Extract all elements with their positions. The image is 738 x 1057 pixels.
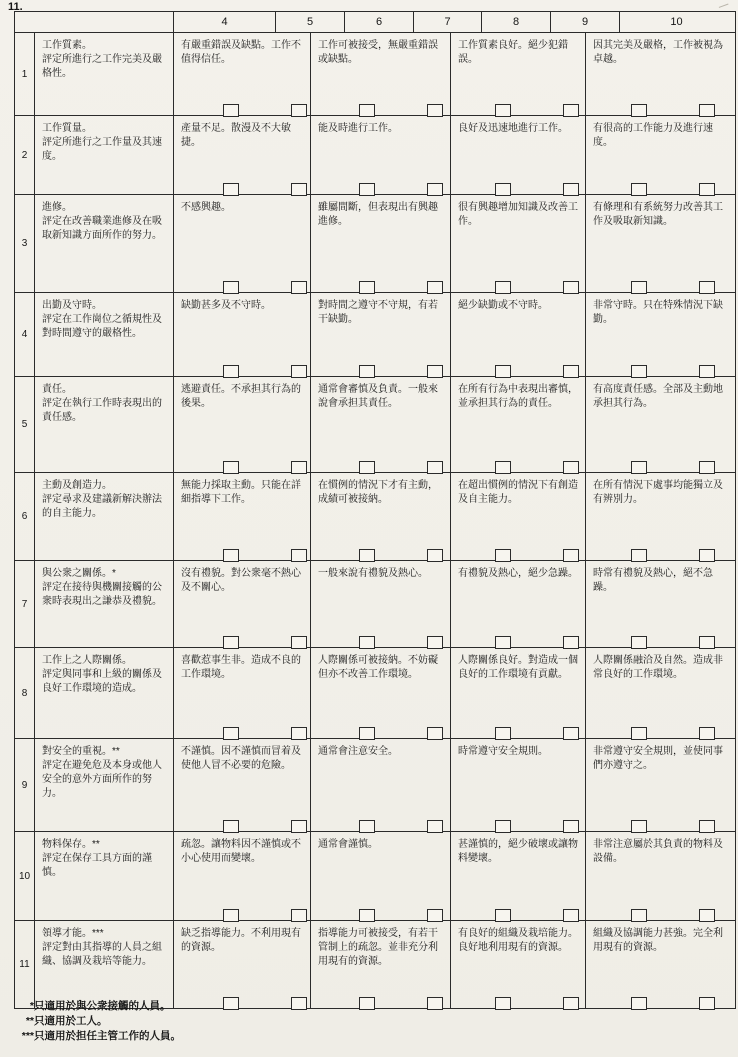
rating-desc-8-9: 工作質素良好。絕少犯錯誤。 xyxy=(451,33,586,115)
rating-desc-10: 組織及協調能力甚強。完全利用現有的資源。 xyxy=(593,928,723,953)
rating-checkbox[interactable] xyxy=(291,365,307,378)
rating-desc-10: 有高度責任感。全部及主動地承担其行為。 xyxy=(593,384,723,409)
checkbox-strip xyxy=(174,818,733,833)
rating-desc-4-5: 逃避責任。不承担其行為的後果。 xyxy=(174,377,311,472)
criterion-cell xyxy=(35,473,174,560)
table-row xyxy=(15,921,735,1008)
rating-desc-10: 有條理和有系統努力改善其工作及吸取新知識。 xyxy=(593,202,723,227)
rating-checkbox[interactable] xyxy=(495,909,511,922)
criterion-desc: 評定對由其指導的人員之組織、協調及栽培等能力。 xyxy=(42,942,162,967)
rating-checkbox[interactable] xyxy=(699,727,715,740)
rating-checkbox[interactable] xyxy=(563,909,579,922)
rating-checkbox[interactable] xyxy=(291,549,307,562)
rating-checkbox[interactable] xyxy=(359,549,375,562)
rating-desc-4-5: 無能力採取主動。只能在詳細指導下工作。 xyxy=(174,473,311,560)
rating-table xyxy=(14,11,736,1009)
rating-desc-6-7: 在慣例的情況下才有主動，成績可被接納。 xyxy=(311,473,451,560)
criterion-title: 工作質素。 xyxy=(42,40,92,51)
table-row xyxy=(15,33,735,116)
rating-checkbox[interactable] xyxy=(631,183,647,196)
checkbox-strip xyxy=(174,547,733,562)
row-number: 3 xyxy=(15,195,35,292)
rating-checkbox[interactable] xyxy=(631,461,647,474)
rating-checkbox[interactable] xyxy=(291,909,307,922)
rating-checkbox[interactable] xyxy=(223,104,239,117)
criterion-desc: 評定與同事和上級的關係及良好工作環境的造成。 xyxy=(42,669,162,694)
rating-checkbox[interactable] xyxy=(427,997,443,1010)
rating-checkbox[interactable] xyxy=(291,104,307,117)
section-number: 11. xyxy=(8,1,23,13)
criterion-desc: 評定在改善職業進修及在吸取新知識方面所作的努力。 xyxy=(42,216,162,241)
rating-desc-4-5: 不感興趣。 xyxy=(174,195,311,292)
scale-header xyxy=(15,12,735,33)
rating-checkbox[interactable] xyxy=(223,183,239,196)
rating-checkbox[interactable] xyxy=(495,549,511,562)
rating-checkbox[interactable] xyxy=(291,636,307,649)
rating-checkbox[interactable] xyxy=(359,997,375,1010)
rating-desc-8-9: 有禮貌及熱心，絕少急躁。 xyxy=(451,561,586,647)
rating-checkbox[interactable] xyxy=(223,281,239,294)
rating-checkbox[interactable] xyxy=(223,909,239,922)
checkbox-strip xyxy=(174,363,733,378)
rating-desc-10: 因其完美及嚴格，工作被視為卓越。 xyxy=(593,40,723,65)
checkbox-strip xyxy=(174,181,733,196)
rating-checkbox[interactable] xyxy=(631,909,647,922)
rating-checkbox[interactable] xyxy=(223,997,239,1010)
rating-checkbox[interactable] xyxy=(495,820,511,833)
rating-checkbox[interactable] xyxy=(563,997,579,1010)
rating-checkbox[interactable] xyxy=(223,727,239,740)
rating-checkbox[interactable] xyxy=(291,727,307,740)
rating-desc-4-5: 缺乏指導能力。不利用現有的資源。 xyxy=(174,921,311,1008)
scale-label-7: 7 xyxy=(414,12,482,32)
rating-desc-6-7: 一般來說有禮貌及熱心。 xyxy=(311,561,451,647)
rating-checkbox[interactable] xyxy=(563,636,579,649)
rating-checkbox[interactable] xyxy=(359,183,375,196)
rating-checkbox[interactable] xyxy=(699,549,715,562)
rating-desc-8-9: 絕少缺勤或不守時。 xyxy=(451,293,586,376)
rating-checkbox[interactable] xyxy=(631,997,647,1010)
criterion-title: 進修。 xyxy=(42,202,72,213)
rating-checkbox[interactable] xyxy=(359,365,375,378)
rating-desc-6-7: 工作可被接受，無嚴重錯誤或缺點。 xyxy=(311,33,451,115)
table-row xyxy=(15,648,735,739)
rating-checkbox[interactable] xyxy=(699,820,715,833)
rating-desc-8-9: 時常遵守安全規則。 xyxy=(451,739,586,831)
rating-desc-8-9: 有良好的組織及栽培能力。良好地利用現有的資源。 xyxy=(451,921,586,1008)
row-number: 2 xyxy=(15,116,35,194)
criterion-desc: 評定尋求及建議新解決辦法的自主能力。 xyxy=(42,494,162,519)
footnote-text: 只適用於工人。 xyxy=(34,1015,108,1028)
criterion-desc: 評定在執行工作時表現出的責任感。 xyxy=(42,398,162,423)
scale-label-10: 10 xyxy=(670,16,683,28)
footnote xyxy=(16,1014,181,1029)
rating-desc-10: 在所有情況下處事均能獨立及有辨別力。 xyxy=(593,480,723,505)
rating-checkbox[interactable] xyxy=(223,820,239,833)
checkbox-strip xyxy=(174,459,733,474)
criterion-title: 工作質量。 xyxy=(42,123,92,134)
scale-label-8: 8 xyxy=(482,12,551,32)
criterion-cell xyxy=(35,377,174,472)
rating-checkbox[interactable] xyxy=(699,365,715,378)
rating-checkbox[interactable] xyxy=(699,281,715,294)
rating-checkbox[interactable] xyxy=(699,183,715,196)
row-number: 9 xyxy=(15,739,35,831)
rating-checkbox[interactable] xyxy=(495,281,511,294)
table-row xyxy=(15,832,735,921)
rating-checkbox[interactable] xyxy=(291,281,307,294)
rating-desc-10: 非常注意屬於其負責的物料及設備。 xyxy=(593,839,723,864)
rating-desc-4-5: 沒有禮貌。對公衆毫不熱心及不關心。 xyxy=(174,561,311,647)
checkbox-strip xyxy=(174,102,733,117)
criterion-cell xyxy=(35,739,174,831)
criterion-desc: 評定所進行之工作量及其速度。 xyxy=(42,137,162,162)
row-number: 4 xyxy=(15,293,35,376)
criterion-title: 工作上之人際關係。 xyxy=(42,655,132,666)
footnote-star: *** xyxy=(21,1030,34,1043)
rating-checkbox[interactable] xyxy=(631,549,647,562)
rating-checkbox[interactable] xyxy=(427,461,443,474)
footnote-text: 只適用於担任主管工作的人員。 xyxy=(34,1030,181,1043)
criterion-cell xyxy=(35,648,174,738)
rating-desc-4-5: 不謹慎。因不謹慎而冒着及使他人冒不必要的危險。 xyxy=(174,739,311,831)
rating-checkbox[interactable] xyxy=(495,365,511,378)
criterion-desc: 評定所進行之工作完美及嚴格性。 xyxy=(42,54,162,79)
header-spacer xyxy=(15,12,174,32)
scale-label-5: 5 xyxy=(276,12,345,32)
rating-desc-6-7: 通常會注意安全。 xyxy=(311,739,451,831)
criterion-cell xyxy=(35,33,174,115)
rating-checkbox[interactable] xyxy=(359,820,375,833)
rating-checkbox[interactable] xyxy=(359,636,375,649)
rating-checkbox[interactable] xyxy=(359,727,375,740)
table-row xyxy=(15,116,735,195)
criterion-desc: 評定在接待與機關接觸的公衆時表現出之謙恭及禮貌。 xyxy=(42,582,162,607)
footnote-star: * xyxy=(29,1000,34,1012)
table-row xyxy=(15,293,735,377)
rating-checkbox[interactable] xyxy=(427,365,443,378)
scale-label-9: 9 xyxy=(551,12,620,32)
rating-checkbox[interactable] xyxy=(631,365,647,378)
rating-checkbox[interactable] xyxy=(699,636,715,649)
rating-checkbox[interactable] xyxy=(631,820,647,833)
rating-checkbox[interactable] xyxy=(359,104,375,117)
rating-checkbox[interactable] xyxy=(563,820,579,833)
rating-checkbox[interactable] xyxy=(631,636,647,649)
rating-desc-8-9: 良好及迅速地進行工作。 xyxy=(451,116,586,194)
scale-label-4: 4 xyxy=(174,12,276,32)
rating-desc-6-7: 通常會謹慎。 xyxy=(311,832,451,920)
rating-checkbox[interactable] xyxy=(699,104,715,117)
rating-checkbox[interactable] xyxy=(563,461,579,474)
rating-checkbox[interactable] xyxy=(495,636,511,649)
criterion-title: 出勤及守時。 xyxy=(42,300,102,311)
rating-checkbox[interactable] xyxy=(495,104,511,117)
rating-checkbox[interactable] xyxy=(223,365,239,378)
rating-checkbox[interactable] xyxy=(223,549,239,562)
rating-checkbox[interactable] xyxy=(223,636,239,649)
checkbox-strip xyxy=(174,907,733,922)
table-row xyxy=(15,739,735,832)
table-row xyxy=(15,195,735,293)
rating-desc-6-7: 對時間之遵守不守規，有若干缺勤。 xyxy=(311,293,451,376)
rating-checkbox[interactable] xyxy=(427,104,443,117)
rating-desc-6-7: 雖屬間斷，但表現出有興趣進修。 xyxy=(311,195,451,292)
footnotes xyxy=(16,999,181,1045)
rating-desc-10: 時常有禮貌及熱心，絕不急躁。 xyxy=(593,568,713,593)
criterion-cell xyxy=(35,293,174,376)
rating-checkbox[interactable] xyxy=(427,549,443,562)
rating-checkbox[interactable] xyxy=(291,461,307,474)
footnote-text: 只適用於與公衆接觸的人員。 xyxy=(34,1000,171,1012)
rating-checkbox[interactable] xyxy=(631,281,647,294)
scale-label-6: 6 xyxy=(345,12,414,32)
rating-checkbox[interactable] xyxy=(563,183,579,196)
footnote-star: ** xyxy=(25,1015,34,1028)
rating-checkbox[interactable] xyxy=(427,727,443,740)
criterion-title: 責任。 xyxy=(42,384,72,395)
rating-checkbox[interactable] xyxy=(563,104,579,117)
rating-checkbox[interactable] xyxy=(291,183,307,196)
rating-checkbox[interactable] xyxy=(699,461,715,474)
rating-checkbox[interactable] xyxy=(427,636,443,649)
rating-checkbox[interactable] xyxy=(563,727,579,740)
rating-checkbox[interactable] xyxy=(563,281,579,294)
rating-checkbox[interactable] xyxy=(495,183,511,196)
row-number: 11 xyxy=(15,921,35,1008)
rating-desc-10: 人際關係融洽及自然。造成非常良好的工作環境。 xyxy=(593,655,723,680)
rating-checkbox[interactable] xyxy=(291,997,307,1010)
rating-desc-6-7: 指導能力可被接受，有若干管制上的疏忽。並非充分利用現有的資源。 xyxy=(311,921,451,1008)
rating-checkbox[interactable] xyxy=(495,461,511,474)
criterion-cell xyxy=(35,116,174,194)
rating-checkbox[interactable] xyxy=(359,909,375,922)
rating-checkbox[interactable] xyxy=(223,461,239,474)
rating-checkbox[interactable] xyxy=(699,909,715,922)
row-number: 5 xyxy=(15,377,35,472)
row-number: 8 xyxy=(15,648,35,738)
row-number: 7 xyxy=(15,561,35,647)
rating-desc-10: 有很高的工作能力及進行速度。 xyxy=(593,123,713,148)
rating-checkbox[interactable] xyxy=(699,997,715,1010)
rating-desc-4-5: 缺勤甚多及不守時。 xyxy=(174,293,311,376)
rating-desc-6-7: 人際關係可被接納。不妨礙但亦不改善工作環境。 xyxy=(311,648,451,738)
rating-desc-8-9: 很有興趣增加知識及改善工作。 xyxy=(451,195,586,292)
rating-checkbox[interactable] xyxy=(495,727,511,740)
row-number: 6 xyxy=(15,473,35,560)
rating-desc-10: 非常守時。只在特殊情況下缺勤。 xyxy=(593,300,723,325)
checkbox-strip xyxy=(174,279,733,294)
row-number: 10 xyxy=(15,832,35,920)
rating-checkbox[interactable] xyxy=(427,183,443,196)
table-row xyxy=(15,561,735,648)
rating-desc-4-5: 產量不足。散漫及不大敏捷。 xyxy=(174,116,311,194)
criterion-title: 主動及創造力。 xyxy=(42,480,112,491)
table-row xyxy=(15,377,735,473)
rating-desc-10: 非常遵守安全規則，並使同事們亦遵守之。 xyxy=(593,746,723,771)
rating-checkbox[interactable] xyxy=(427,820,443,833)
table-row xyxy=(15,473,735,561)
criterion-title: 物料保存。** xyxy=(42,839,100,850)
rating-desc-8-9: 在超出慣例的情況下有創造及自主能力。 xyxy=(451,473,586,560)
row-number: 1 xyxy=(15,33,35,115)
footnote xyxy=(16,1029,181,1044)
criterion-cell xyxy=(35,195,174,292)
rating-desc-4-5: 疏忽。讓物料因不謹慎或不小心使用而變壞。 xyxy=(174,832,311,920)
checkbox-strip xyxy=(174,634,733,649)
criterion-cell xyxy=(35,832,174,920)
criterion-title: 對安全的重視。** xyxy=(42,746,120,757)
rating-checkbox[interactable] xyxy=(427,909,443,922)
criterion-desc: 評定在避免危及本身或他人安全的意外方面所作的努力。 xyxy=(42,760,162,799)
rating-desc-6-7: 能及時進行工作。 xyxy=(311,116,451,194)
rating-desc-4-5: 喜歡惹事生非。造成不良的工作環境。 xyxy=(174,648,311,738)
rating-checkbox[interactable] xyxy=(495,997,511,1010)
footnote xyxy=(16,999,181,1014)
criterion-desc: 評定在工作崗位之循規性及對時間遵守的嚴格性。 xyxy=(42,314,162,339)
rating-checkbox[interactable] xyxy=(563,365,579,378)
checkbox-strip xyxy=(174,995,733,1010)
rating-checkbox[interactable] xyxy=(359,281,375,294)
criterion-title: 與公衆之關係。* xyxy=(42,568,116,579)
rating-checkbox[interactable] xyxy=(563,549,579,562)
criterion-cell xyxy=(35,921,174,1008)
rating-checkbox[interactable] xyxy=(631,104,647,117)
checkbox-strip xyxy=(174,725,733,740)
rating-desc-8-9: 在所有行為中表現出審慎，並承担其行為的責任。 xyxy=(451,377,586,472)
rating-checkbox[interactable] xyxy=(631,727,647,740)
criterion-cell xyxy=(35,561,174,647)
rating-desc-4-5: 有嚴重錯誤及缺點。工作不值得信任。 xyxy=(174,33,311,115)
criterion-title: 領導才能。*** xyxy=(42,928,104,939)
rating-desc-6-7: 通常會審慎及負責。一般來說會承担其責任。 xyxy=(311,377,451,472)
rating-desc-8-9: 甚謹慎的，絕少破壞或讓物料變壞。 xyxy=(451,832,586,920)
rating-desc-8-9: 人際關係良好。對造成一個良好的工作環境有貢獻。 xyxy=(451,648,586,738)
rating-checkbox[interactable] xyxy=(359,461,375,474)
rating-checkbox[interactable] xyxy=(291,820,307,833)
criterion-desc: 評定在保存工具方面的謹慎。 xyxy=(42,853,152,878)
rating-checkbox[interactable] xyxy=(427,281,443,294)
